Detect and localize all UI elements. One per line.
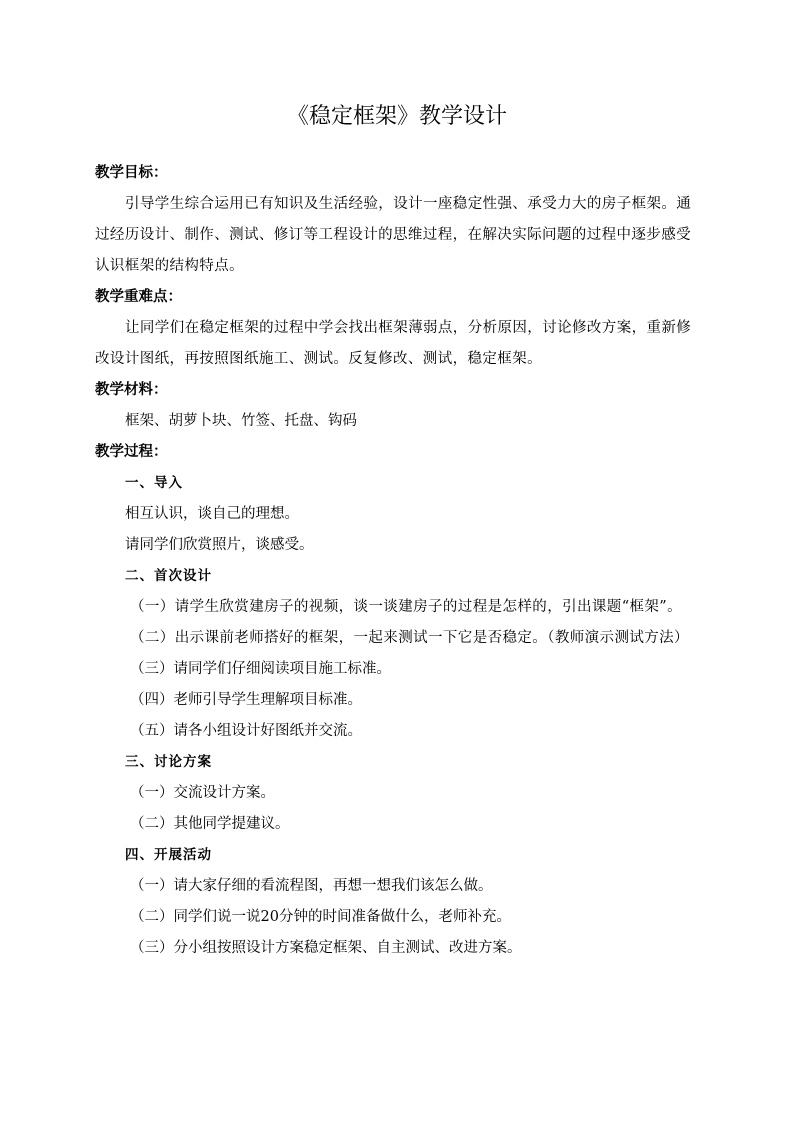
section-title-discussion: 三、讨论方案 [125,754,212,770]
list-item: （三）请同学们仔细阅读项目施工标准。 [130,661,391,677]
list-item: （一）交流设计方案。 [130,785,275,801]
list-item: （二）同学们说一说20分钟的时间准备做什么，老师补充。 [130,909,511,925]
section-title-intro: 一、导入 [125,475,183,491]
list-item: 请同学们欣赏照片，谈感受。 [125,537,314,553]
list-item: （三）分小组按照设计方案稳定框架、自主测试、改进方案。 [130,940,522,956]
list-item: （二）出示课前老师搭好的框架，一起来测试一下它是否稳定。（教师演示测试方法） [130,630,689,646]
document-body [95,158,705,964]
key-points-heading: 教学重难点： [95,289,182,305]
list-item: （一）请学生欣赏建房子的视频，谈一谈建房子的过程是怎样的，引出课题“框架”。 [130,599,683,615]
materials-text: 框架、胡萝卜块、竹签、托盘、钩码 [125,413,357,429]
list-item: （五）请各小组设计好图纸并交流。 [130,723,362,739]
key-points-text: 让同学们在稳定框架的过程中学会找出框架薄弱点，分析原因，讨论修改方案，重新修改设计图纸，再按照图纸施工、测试。反复修改、测试，稳定框架。 [95,320,692,367]
materials-heading: 教学材料： [95,382,168,398]
objectives-heading: 教学目标： [95,165,168,181]
section-title-first-design: 二、首次设计 [125,568,212,584]
list-item: （四）老师引导学生理解项目标准。 [130,692,362,708]
section-title-activities: 四、开展活动 [125,847,212,863]
list-item: 相互认识，谈自己的理想。 [125,506,299,522]
process-heading: 教学过程： [95,444,168,460]
objectives-text: 引导学生综合运用已有知识及生活经验，设计一座稳定性强、承受力大的房子框架。通过经历设计、制作、测试、修订等工程设计的思维过程，在解决实际问题的过程中逐步感受认识框架的结构特点。 [95,196,692,274]
list-item: （二）其他同学提建议。 [130,816,290,832]
list-item: （一）请大家仔细的看流程图，再想一想我们该怎么做。 [130,878,493,894]
page-title: 《稳定框架》教学设计 [286,104,507,129]
